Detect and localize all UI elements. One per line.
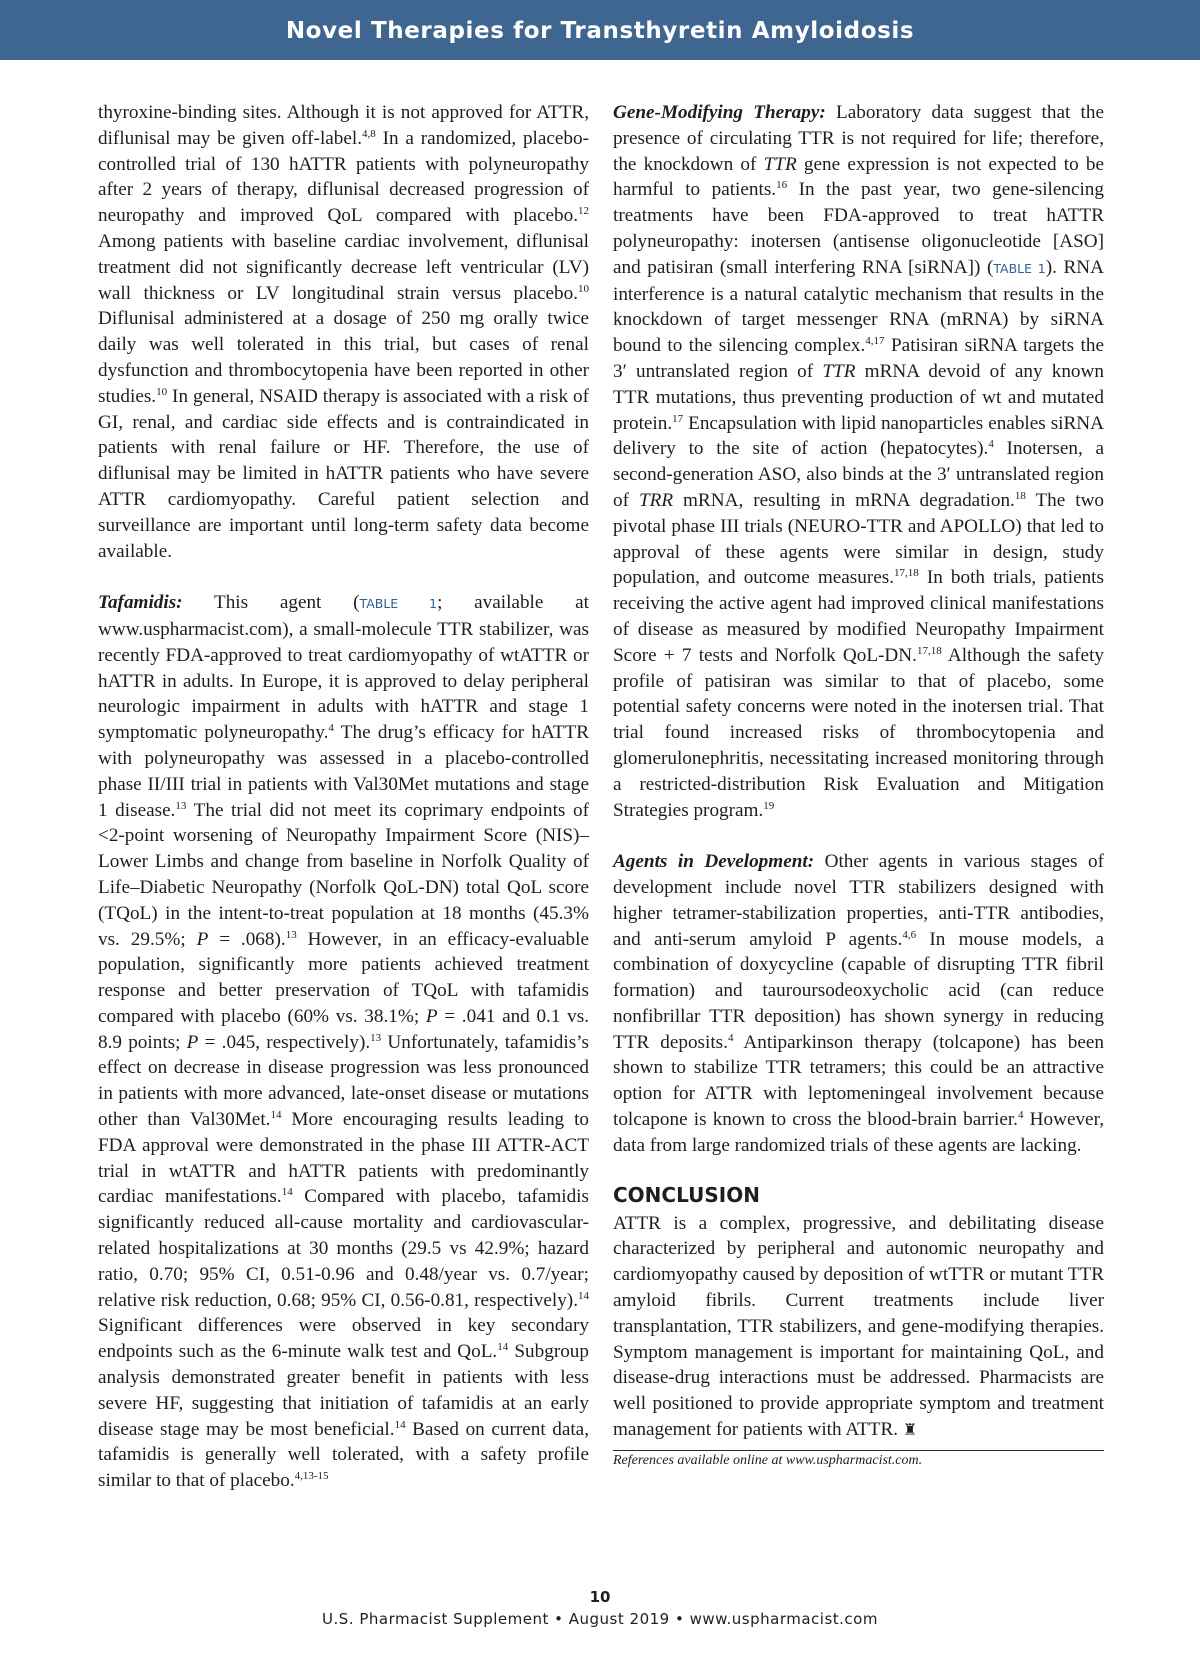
page-number: 10 bbox=[589, 1588, 611, 1606]
agents-lead: Agents in Development: bbox=[613, 851, 815, 873]
gene-modifying-lead: Gene-Modifying Therapy: bbox=[613, 102, 826, 123]
table-1-link[interactable]: TABLE 1 bbox=[993, 260, 1046, 276]
header-banner bbox=[0, 0, 1200, 60]
paragraph-tafamidis: Tafamidis: This agent (TABLE 1; available at www.uspharmacist.com), a small-molecule TTR stabilizer, was recently FDA-approved to treat cardiomyopathy of wtATTR or hATTR in adults. In Europe, it is approved to delay peripheral neurologic impairment in adults with hATTR and stage 1 symptomatic polyneuropathy.$^4$ The drug’s efficacy for hATTR with polyneuropathy was assessed in a placebo-controlled phase II/III trial in patients with Val30Met mutations and stage 1 disease.$^{13}$ The trial did not meet its coprimary endpoints of <2-point worsening of Neuropathy Impairment Score (NIS)–Lower Limbs and change from baseline in Norfolk Quality of Life–Diabetic Neuropathy (Norfolk QoL-DN) total QoL score (TQoL) in the intent-to-treat population at 18 months (45.3% vs. 29.5%; P = .068).$^{13}$ However, in an efficacy-evaluable population, significantly more patients achieved treatment response and better preservation of TQoL with tafamidis compared with placebo (60% vs. 38.1%; P = .041 and 0.1 vs. 8.9 points; P = .045, respectively).$^{13}$ Unfortunately, tafamidis’s effect on decrease in disease progression was less pronounced in patients with more advanced, late-onset disease or mutations other than Val30Met.$^{14}$ More encouraging results leading to FDA approval were demonstrated in the phase III ATTR-ACT trial in wtATTR and hATTR patients with predominantly cardiac manifestations.$^{14}$ Compared with placebo, tafamidis significantly reduced all-cause mortality and cardiovascular-related hospitalizations at 30 months (29.5 vs 42.9%; hazard ratio, 0.70; 95% CI, 0.51-0.96 and 0.48/year vs. 0.7/year; relative risk reduction, 0.68; 95% CI, 0.56-0.81, respectively).$^{14}$ Significant differences were observed in key secondary endpoints such as the 6-minute walk test and QoL.$^{14}$ Subgroup analysis demonstrated greater benefit in patients with less severe HF, suggesting that initiation of tafamidis at an early disease stage may be most beneficial.$^{14}$ Based on current data, tafamidis is generally well tolerated, with a safety profile similar to that of placebo.$^{4,13-15}$ bbox=[98, 592, 589, 1492]
header-title: Novel Therapies for Transthyretin Amyloidosis bbox=[285, 18, 915, 44]
paragraph-conclusion: ATTR is a complex, progressive, and debilitating disease characterized by peripheral and autonomic neuropathy and cardiomyopathy caused by deposition of wtTTR or mutant TTR amyloid fibrils. Current treatments include liver transplantation, TTR stabilizers, and gene-modifying therapies. Symptom management is important for maintaining QoL, and disease-drug interactions must be addressed. Pharmacists are well positioned to provide appropriate symptom and treatment management for patients with ATTR. ♜ bbox=[613, 1212, 1104, 1441]
paragraph-diflunisal: thyroxine-binding sites. Although it is not approved for ATTR, diflunisal may be given off-label.$^{4,8}$ In a randomized, placebo-controlled trial of 130 hATTR patients with polyneuropathy after 2 years of therapy, diflunisal decreased progression of neuropathy and improved QoL compared with placebo.$^{12}$ Among patients with baseline cardiac involvement, diflunisal treatment did not significantly decrease left ventricular (LV) wall thickness or LV longitudinal strain versus placebo.$^{10}$ Diflunisal administered at a dosage of 250 mg orally twice daily was well tolerated in this trial, but cases of renal dysfunction and thrombocytopenia have been reported in other studies.$^{10}$ In general, NSAID therapy is associated with a risk of GI, renal, and cardiac side effects and is contraindicated in patients with renal failure or HF. Therefore, the use of diflunisal may be limited in hATTR patients who have severe ATTR cardiomyopathy. Careful patient selection and surveillance are important until long-term safety data become available. bbox=[98, 102, 589, 562]
table-1-link[interactable]: TABLE 1 bbox=[359, 596, 438, 612]
references-note: References available online at www.uspharmacist.com. bbox=[613, 1452, 923, 1468]
paragraph-gene-modifying: Gene-Modifying Therapy: Laboratory data suggest that the presence of circulating TTR is not required for life; therefore, the knockdown of TTR gene expression is not expected to be harmful to patients.$^{16}$ In the past year, two gene-silencing treatments have been FDA-approved to treat hATTR polyneuropathy: inotersen (antisense oligonucleotide [ASO] and patisiran (small interfering RNA [siRNA]) (TABLE 1). RNA interference is a natural catalytic mechanism that results in the knockdown of target messenger RNA (mRNA) by siRNA bound to the silencing complex.$^{4,17}$ Patisiran siRNA targets the 3′ untranslated region of TTR mRNA devoid of any known TTR mutations, thus preventing production of wt and mutated protein.$^{17}$ Encapsulation with lipid nanoparticles enables siRNA delivery to the site of action (hepatocytes).$^4$ Inotersen, a second-generation ASO, also binds at the 3′ untranslated region of TRR mRNA, resulting in mRNA degradation.$^{18}$ The two pivotal phase III trials (NEURO-TTR and APOLLO) that led to approval of these agents were similar in design, study population, and outcome measures.$^{17,18}$ In both trials, patients receiving the active agent had improved clinical manifestations of disease as measured by modified Neuropathy Impairment Score + 7 tests and Norfolk QoL-DN.$^{17,18}$ Although the safety profile of patisiran was similar to that of placebo, some potential safety concerns were noted in the inotersen trial. That trial found increased risks of thrombocytopenia and glomerulonephritis, necessitating increased monitoring through a restricted-distribution Risk Evaluation and Mitigation Strategies program.$^{19}$ bbox=[613, 102, 1105, 821]
left-column bbox=[98, 100, 589, 1494]
conclusion-heading: CONCLUSION bbox=[613, 1182, 760, 1207]
publication-footer: U.S. Pharmacist Supplement • August 2019 • www.uspharmacist.com bbox=[322, 1610, 878, 1628]
paragraph-agents-in-development: Agents in Development: Other agents in various stages of development include novel TTR stabilizers designed with higher tetramer-stabilization properties, anti-TTR antibodies, and anti-serum amyloid P agents.$^{4,6}$ In mouse models, a combination of doxycycline (capable of disrupting TTR fibril formation) and tauroursodeoxycholic acid (can reduce nonfibrillar TTR deposition) has shown synergy in reducing TTR deposits.$^4$ Antiparkinson therapy (tolcapone) has been shown to stabilize TTR tetramers; this could be an attractive option for ATTR with leptomeningeal involvement because tolcapone is known to cross the blood-brain barrier.$^4$ However, data from large randomized trials of these agents are lacking. bbox=[613, 851, 1104, 1156]
tafamidis-lead: Tafamidis: bbox=[98, 592, 183, 614]
right-column bbox=[613, 100, 1104, 1471]
end-mark-icon: ♜ bbox=[902, 1422, 918, 1440]
